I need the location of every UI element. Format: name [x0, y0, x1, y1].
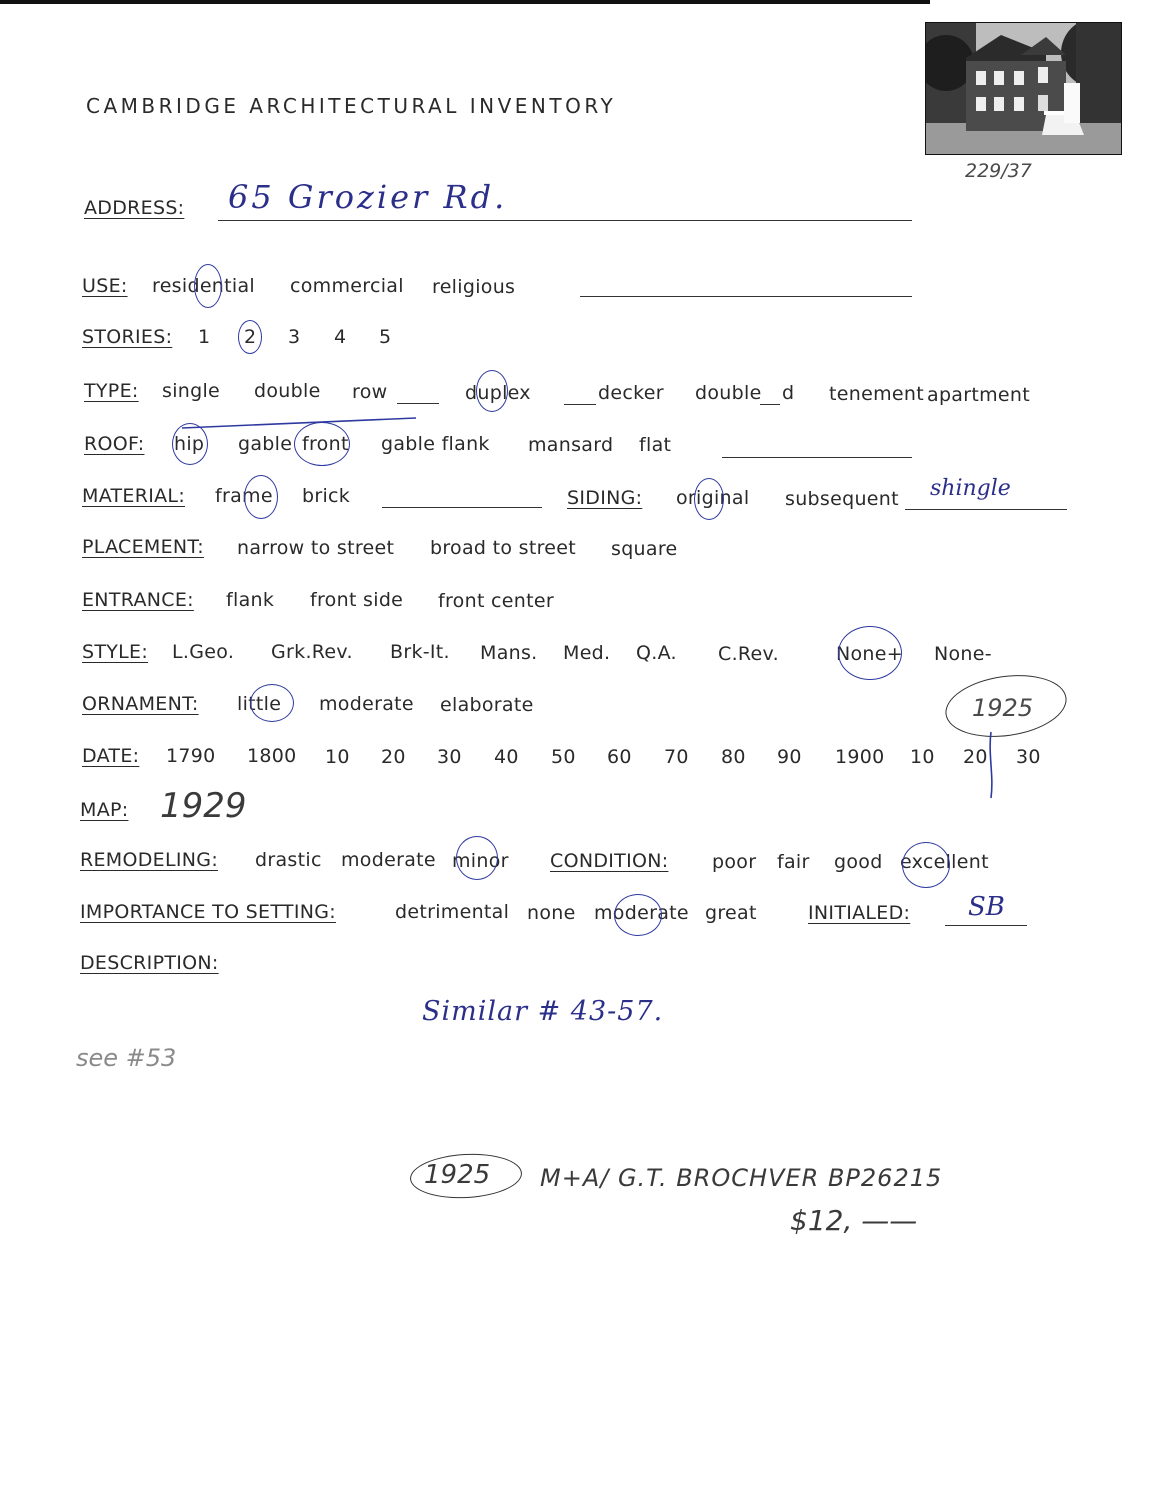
initialed-handwritten: SB	[968, 892, 1005, 922]
date-option-1910[interactable]: 10	[910, 746, 935, 768]
roof-option-gable[interactable]: gable	[238, 433, 293, 455]
style-option-qa[interactable]: Q.A.	[636, 642, 677, 664]
stories-label: STORIES:	[82, 326, 173, 348]
date-option-1790[interactable]: 1790	[166, 745, 216, 767]
entrance-option-front-center[interactable]: front center	[438, 590, 554, 612]
importance-label: IMPORTANCE TO SETTING:	[80, 901, 336, 923]
style-option-mans[interactable]: Mans.	[480, 642, 538, 664]
permit-cost: $12, ——	[790, 1204, 918, 1237]
type-double-d-blank	[760, 404, 780, 405]
importance-selected-circle	[614, 894, 662, 936]
page-title: CAMBRIDGE ARCHITECTURAL INVENTORY	[86, 94, 617, 118]
map-handwritten: 1929	[160, 786, 247, 826]
ref-number: 229/37	[965, 160, 1032, 182]
type-option-double[interactable]: double	[254, 380, 321, 402]
condition-option-fair[interactable]: fair	[777, 851, 810, 873]
placement-option-narrow[interactable]: narrow to street	[237, 537, 395, 559]
ornament-label: ORNAMENT:	[82, 693, 199, 715]
date-option-1920[interactable]: 20	[963, 746, 988, 768]
roof-option-mansard[interactable]: mansard	[528, 434, 614, 456]
stories-option-3[interactable]: 3	[288, 326, 301, 348]
material-selected-circle	[244, 475, 278, 519]
date-option-1930[interactable]: 30	[1016, 746, 1041, 768]
date-option-1900[interactable]: 1900	[835, 746, 885, 768]
type-selected-circle	[476, 370, 508, 412]
style-option-none-plus[interactable]: None+	[836, 643, 903, 665]
type-decker-blank	[564, 404, 596, 405]
style-option-brkit[interactable]: Brk-It.	[390, 641, 450, 663]
ornament-option-moderate[interactable]: moderate	[319, 693, 414, 715]
type-row-blank	[397, 403, 439, 404]
date-option-90[interactable]: 90	[777, 746, 802, 768]
style-label: STYLE:	[82, 641, 149, 663]
roof-hip-circle	[172, 423, 208, 465]
condition-selected-circle	[902, 842, 950, 888]
siding-option-subsequent[interactable]: subsequent	[785, 488, 899, 510]
address-value: 65 Grozier Rd.	[228, 178, 508, 216]
roof-front-circle	[294, 422, 350, 466]
type-option-decker[interactable]: decker	[598, 382, 664, 404]
remodeling-option-moderate[interactable]: moderate	[341, 849, 436, 871]
house-photo-image	[926, 23, 1121, 154]
date-option-70[interactable]: 70	[664, 746, 689, 768]
date-option-60[interactable]: 60	[607, 746, 632, 768]
siding-handwritten: shingle	[930, 476, 1011, 501]
type-option-double-d[interactable]: double	[695, 382, 762, 404]
stories-option-4[interactable]: 4	[334, 326, 347, 348]
remodeling-option-drastic[interactable]: drastic	[255, 849, 322, 871]
type-option-row[interactable]: row	[352, 381, 388, 403]
date-handwritten: 1925	[972, 694, 1034, 722]
map-label: MAP:	[80, 799, 129, 821]
importance-option-detrimental[interactable]: detrimental	[395, 901, 510, 923]
siding-selected-circle	[694, 478, 724, 520]
description-label: DESCRIPTION:	[80, 952, 219, 974]
type-option-d[interactable]: d	[782, 382, 795, 404]
placement-label: PLACEMENT:	[82, 536, 204, 558]
material-blank-line	[382, 507, 542, 508]
ornament-option-little[interactable]: little	[237, 693, 282, 715]
importance-option-moderate[interactable]: moderate	[594, 902, 689, 924]
use-option-residential[interactable]: residential	[152, 275, 256, 297]
remodeling-selected-circle	[456, 836, 498, 880]
use-blank-line	[580, 296, 912, 297]
material-label: MATERIAL:	[82, 485, 186, 507]
date-option-30[interactable]: 30	[437, 746, 462, 768]
material-option-brick[interactable]: brick	[302, 485, 351, 507]
date-option-20[interactable]: 20	[381, 746, 406, 768]
date-option-80[interactable]: 80	[721, 746, 746, 768]
condition-option-poor[interactable]: poor	[712, 851, 757, 873]
use-label: USE:	[82, 275, 128, 297]
placement-option-square[interactable]: square	[611, 538, 678, 560]
stories-selected-circle	[238, 320, 262, 354]
material-option-frame[interactable]: frame	[215, 485, 273, 507]
roof-label: ROOF:	[84, 433, 145, 455]
siding-option-original[interactable]: original	[676, 487, 750, 509]
siding-label: SIDING:	[567, 487, 643, 509]
condition-label: CONDITION:	[550, 850, 669, 872]
style-option-none-minus[interactable]: None-	[934, 643, 992, 665]
remodeling-label: REMODELING:	[80, 849, 219, 871]
roof-option-gable-flank[interactable]: gable flank	[381, 433, 490, 455]
address-label: ADDRESS:	[84, 197, 185, 219]
roof-option-front[interactable]: front	[302, 433, 349, 455]
style-option-grkrev[interactable]: Grk.Rev.	[271, 641, 353, 663]
type-option-tenement[interactable]: tenement	[829, 383, 924, 405]
date-option-40[interactable]: 40	[494, 746, 519, 768]
stories-option-1[interactable]: 1	[198, 326, 211, 348]
remodeling-option-minor[interactable]: minor	[452, 850, 509, 872]
stories-option-2[interactable]: 2	[244, 326, 257, 348]
use-option-commercial[interactable]: commercial	[290, 275, 404, 297]
description-similar-note: Similar # 43-57.	[422, 996, 664, 1027]
roof-option-flat[interactable]: flat	[639, 434, 672, 456]
importance-option-great[interactable]: great	[705, 902, 757, 924]
permit-text: M+A/ G.T. BROCHVER BP26215	[540, 1164, 943, 1192]
roof-blank-line	[722, 457, 912, 458]
entrance-option-front-side[interactable]: front side	[310, 589, 404, 611]
condition-option-excellent[interactable]: excellent	[900, 851, 989, 873]
initialed-label: INITIALED:	[808, 902, 911, 924]
date-option-1800[interactable]: 1800	[247, 745, 297, 767]
style-option-lgeo[interactable]: L.Geo.	[172, 641, 235, 663]
entrance-label: ENTRANCE:	[82, 589, 194, 611]
use-selected-circle	[194, 264, 222, 308]
ornament-selected-circle	[250, 684, 294, 722]
initialed-blank-line	[945, 925, 1027, 926]
stories-option-5[interactable]: 5	[379, 326, 392, 348]
entrance-option-flank[interactable]: flank	[226, 589, 275, 611]
placement-option-broad[interactable]: broad to street	[430, 537, 577, 559]
use-option-religious[interactable]: religious	[432, 276, 516, 298]
condition-option-good[interactable]: good	[834, 851, 883, 873]
permit-year: 1925	[424, 1160, 491, 1190]
top-border	[0, 0, 930, 4]
address-line	[218, 220, 912, 221]
type-label: TYPE:	[84, 380, 139, 402]
type-option-apartment[interactable]: apartment	[927, 384, 1030, 406]
importance-option-none[interactable]: none	[527, 902, 576, 924]
style-option-crev[interactable]: C.Rev.	[718, 643, 779, 665]
date-option-10[interactable]: 10	[325, 746, 350, 768]
style-option-med[interactable]: Med.	[563, 642, 611, 664]
type-option-single[interactable]: single	[162, 380, 221, 402]
date-option-50[interactable]: 50	[551, 746, 576, 768]
ornament-option-elaborate[interactable]: elaborate	[440, 694, 534, 716]
house-photo	[925, 22, 1122, 155]
siding-blank-line	[905, 509, 1067, 510]
type-option-duplex[interactable]: duplex	[465, 382, 531, 404]
date-label: DATE:	[82, 745, 140, 767]
roof-option-hip[interactable]: hip	[174, 433, 205, 455]
style-selected-circle	[838, 626, 902, 680]
description-see-note: see #53	[76, 1044, 177, 1072]
